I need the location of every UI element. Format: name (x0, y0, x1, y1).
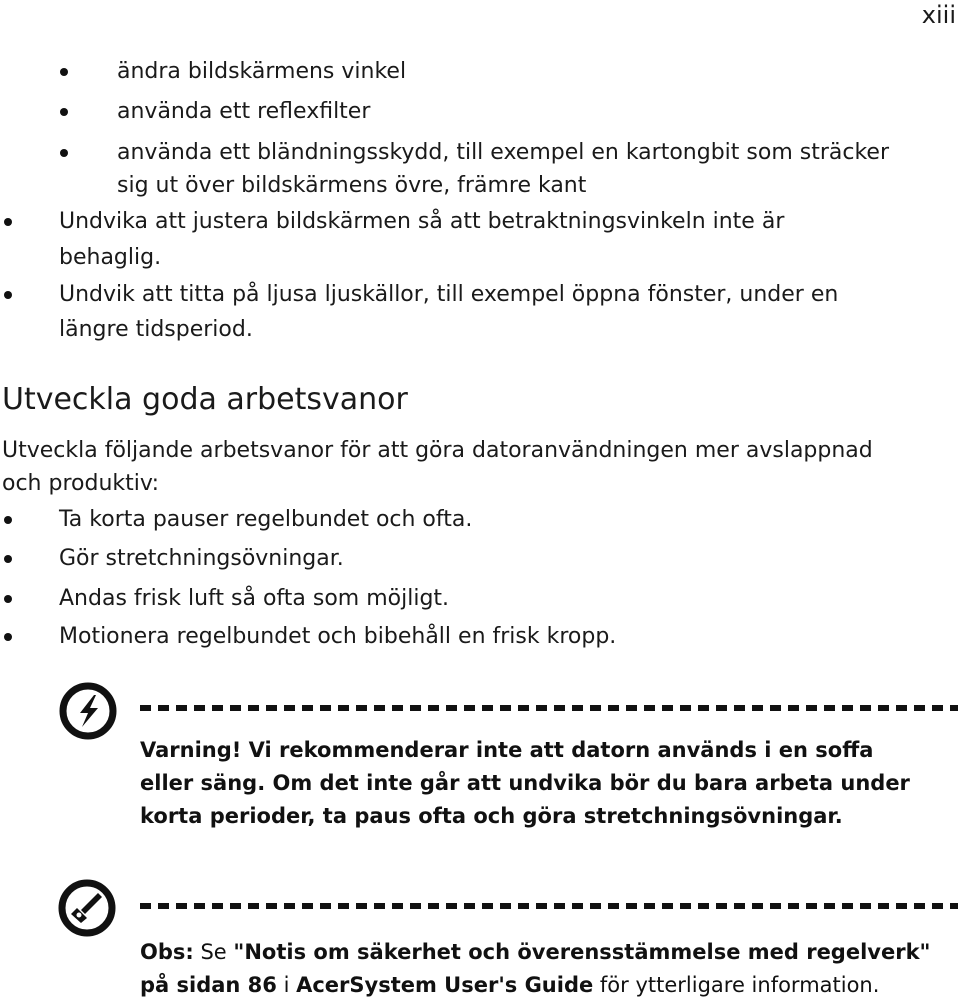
warning-text-cont: eller säng. Om det inte går att undvika bör du bara arbeta under (140, 771, 910, 795)
note-text-cont (140, 969, 879, 1002)
note-label: Obs: (140, 940, 194, 964)
bullet-dot (4, 555, 12, 563)
bullet-text: Undvika att justera bildskärmen så att betraktningsvinkeln inte är (59, 209, 785, 234)
note-reference-page[interactable]: på sidan 86 (140, 973, 277, 997)
bullet-dot (4, 291, 12, 299)
sub-bullet-dot (60, 68, 68, 76)
note-divider (140, 903, 958, 909)
intro-text: Utveckla följande arbetsvanor för att göra datoranvändningen mer avslappnad (2, 438, 873, 463)
bullet-text-cont: behaglig. (59, 245, 162, 270)
warning-text: Varning! Vi rekommenderar inte att datorn används i en soffa (140, 738, 874, 762)
note-reference-title[interactable]: "Notis om säkerhet och överensstämmelse med regelverk" (233, 940, 931, 964)
lightning-warning-icon (58, 681, 118, 741)
bullet-dot (4, 633, 12, 641)
bullet-dot (4, 516, 12, 524)
bullet-dot (4, 218, 12, 226)
section-heading: Utveckla goda arbetsvanor (2, 382, 408, 417)
sub-bullet-text: använda ett bländningsskydd, till exempel en kartongbit som sträcker (117, 140, 889, 165)
bullet-text: Undvik att titta på ljusa ljuskällor, till exempel öppna fönster, under en (59, 282, 839, 307)
bullet-text-cont: längre tidsperiod. (59, 317, 253, 342)
bullet-dot (4, 595, 12, 603)
page-number: xiii (921, 1, 956, 29)
warning-text-cont: korta perioder, ta paus ofta och göra stretchningsövningar. (140, 804, 843, 828)
note-text-part: Se (193, 940, 234, 964)
sub-bullet-text: ändra bildskärmens vinkel (117, 59, 407, 84)
sub-bullet-text: använda ett reflexfilter (117, 99, 371, 124)
note-text-part: i (276, 973, 297, 997)
note-text-part: för ytterligare information. (593, 973, 880, 997)
warning-divider (140, 705, 958, 711)
habit-item: Gör stretchningsövningar. (59, 546, 344, 571)
sub-bullet-dot (60, 149, 68, 157)
habit-item: Motionera regelbundet och bibehåll en frisk kropp. (59, 624, 617, 649)
sub-bullet-dot (60, 108, 68, 116)
pen-note-icon (57, 878, 117, 938)
intro-text-cont: och produktiv: (2, 471, 160, 496)
habit-item: Ta korta pauser regelbundet och ofta. (59, 507, 473, 532)
habit-item: Andas frisk luft så ofta som möjligt. (59, 586, 450, 611)
note-guide-name: AcerSystem User's Guide (296, 973, 594, 997)
sub-bullet-text-cont: sig ut över bildskärmens övre, främre kant (117, 173, 587, 198)
note-text (140, 936, 930, 969)
